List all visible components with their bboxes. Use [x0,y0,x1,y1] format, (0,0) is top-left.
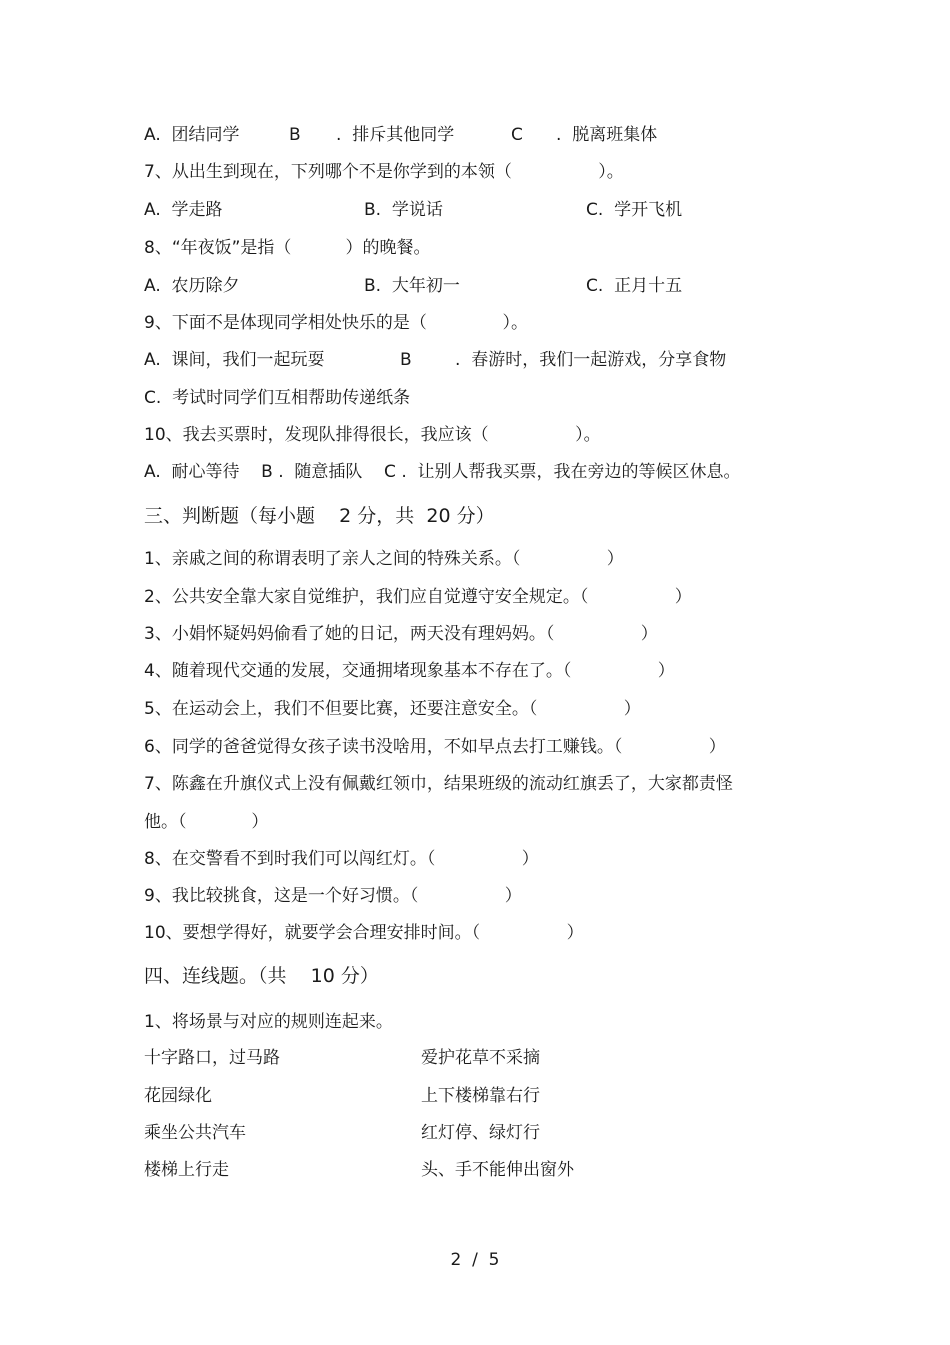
judgment-item-1: 1、亲戚之间的称谓表明了亲人之间的特殊关系。（ ） [144,549,624,569]
matching-right-item: 爱护花草不采摘 [421,1048,540,1068]
q9-option-c: C. 考试时同学们互相帮助传递纸条 [144,388,411,408]
judgment-item-2: 2、公共安全靠大家自觉维护，我们应自觉遵守安全规定。（ ） [144,587,692,607]
q8-option-a: A. 农历除夕 [144,276,240,296]
judgment-item-9: 9、我比较挑食，这是一个好习惯。（ ） [144,886,522,906]
q6-option-c-text: . 脱离班集体 [556,125,658,145]
q10-question: 10、我去买票时，发现队排得很长，我应该（ ）。 [144,425,601,445]
q6-option-c-letter: C [511,125,523,145]
matching-left-item: 花园绿化 [144,1086,212,1106]
q6-option-a: A. 团结同学 [144,125,240,145]
q7-question: 7、从出生到现在，下列哪个不是你学到的本领（ ）。 [144,162,624,182]
q6-option-b-text: . 排斥其他同学 [336,125,455,145]
q10-options: A. 耐心等待 B . 随意插队 C . 让别人帮我买票，我在旁边的等候区休息。 [144,462,741,482]
q8-option-b: B. 大年初一 [364,276,460,296]
matching-right-item: 头、手不能伸出窗外 [421,1160,574,1180]
judgment-item-7: 7、陈鑫在升旗仪式上没有佩戴红领巾，结果班级的流动红旗丢了，大家都责怪 [144,774,733,794]
matching-left-item: 乘坐公共汽车 [144,1123,246,1143]
q7-option-c: C. 学开飞机 [586,200,683,220]
q9-option-a: A. 课间，我们一起玩耍 [144,350,325,370]
section-3-heading: 三、判断题（每小题 2 分，共 20 分） [144,505,495,527]
q9-option-b-letter: B [400,350,412,370]
q9-option-b-text: . 春游时，我们一起游戏，分享食物 [455,350,727,370]
judgment-item-8: 8、在交警看不到时我们可以闯红灯。（ ） [144,849,539,869]
matching-left-item: 楼梯上行走 [144,1160,229,1180]
section-4-heading: 四、连线题。（共 10 分） [144,965,379,987]
judgment-item-7-continued: 他。（ ） [144,812,269,832]
matching-instruction: 1、将场景与对应的规则连起来。 [144,1012,393,1032]
q6-option-b-letter: B [289,125,301,145]
q9-question: 9、下面不是体现同学相处快乐的是（ ）。 [144,313,528,333]
judgment-item-6: 6、同学的爸爸觉得女孩子读书没啥用，不如早点去打工赚钱。（ ） [144,737,726,757]
matching-left-item: 十字路口，过马路 [144,1048,280,1068]
judgment-item-10: 10、要想学得好，就要学会合理安排时间。（ ） [144,923,584,943]
matching-right-item: 上下楼梯靠右行 [421,1086,540,1106]
q7-option-b: B. 学说话 [364,200,443,220]
q8-question: 8、“年夜饭”是指（ ）的晚餐。 [144,238,431,258]
judgment-item-5: 5、在运动会上，我们不但要比赛，还要注意安全。（ ） [144,699,641,719]
q8-option-c: C. 正月十五 [586,276,683,296]
matching-right-item: 红灯停、绿灯行 [421,1123,540,1143]
q7-option-a: A. 学走路 [144,200,223,220]
page-number: 2 / 5 [450,1250,500,1270]
judgment-item-3: 3、小娟怀疑妈妈偷看了她的日记，两天没有理妈妈。（ ） [144,624,658,644]
judgment-item-4: 4、随着现代交通的发展，交通拥堵现象基本不存在了。（ ） [144,661,675,681]
